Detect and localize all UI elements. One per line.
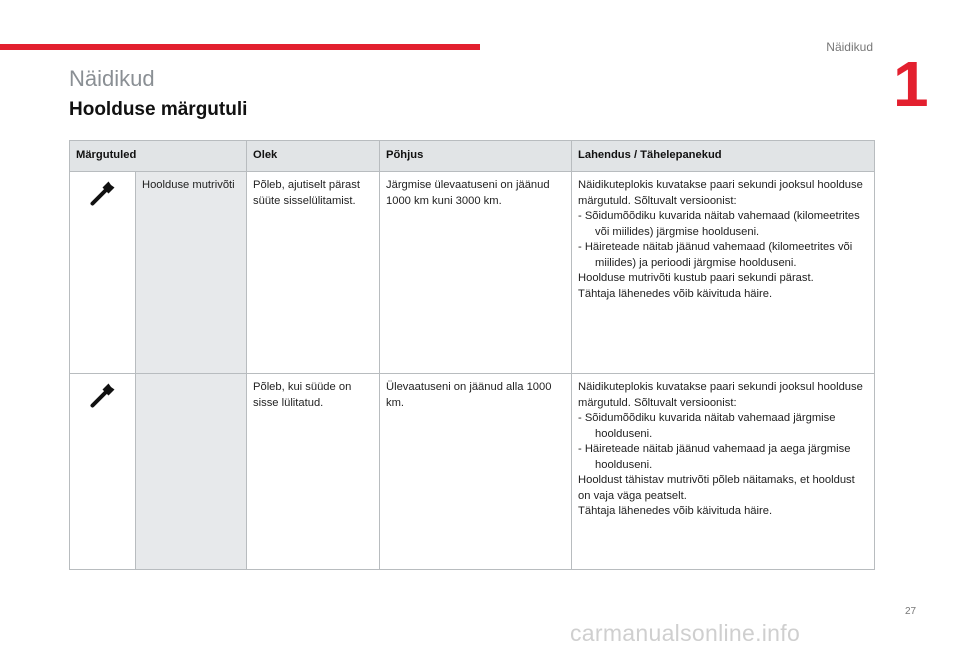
table-row bbox=[70, 172, 875, 374]
solution-bullet: - Häireteade näitab jäänud vahemaad ja aega järgmise hoolduseni. bbox=[578, 443, 851, 471]
solution-paragraph: Hoolduse mutrivõti kustub paari sekundi pärast. bbox=[578, 272, 814, 284]
cause-cell: Ülevaatuseni on jäänud alla 1000 km. bbox=[380, 374, 572, 570]
indicator-name bbox=[136, 374, 247, 570]
table-row bbox=[70, 374, 875, 570]
section-title: Hoolduse märgutuli bbox=[69, 99, 248, 120]
solution-cell bbox=[572, 374, 875, 570]
page-title: Näidikud bbox=[69, 66, 155, 91]
column-header-state: Olek bbox=[247, 141, 380, 172]
table-header-row bbox=[70, 141, 875, 172]
header-accent-bar bbox=[0, 44, 480, 50]
header-section-label: Näidikud bbox=[826, 40, 873, 54]
indicator-icon-cell bbox=[70, 374, 136, 570]
wrench-icon bbox=[88, 401, 118, 413]
column-header-indicators: Märgutuled bbox=[70, 141, 247, 172]
solution-paragraph: Hooldust tähistav mutrivõti põleb näitamaks, et hooldust on vaja väga peatselt. bbox=[578, 474, 855, 502]
cause-cell: Järgmise ülevaatuseni on jäänud 1000 km kuni 3000 km. bbox=[380, 172, 572, 374]
page-number: 27 bbox=[905, 606, 917, 617]
indicator-icon-cell bbox=[70, 172, 136, 374]
solution-cell bbox=[572, 172, 875, 374]
solution-bullet: - Sõidumõõdiku kuvarida näitab vahemaad järgmise hoolduseni. bbox=[578, 412, 836, 440]
indicator-name: Hoolduse mutrivõti bbox=[136, 172, 247, 374]
solution-bullet: - Sõidumõõdiku kuvarida näitab vahemaad (kilomeetrites või miilides) järgmise hoolduseni. bbox=[578, 210, 860, 238]
solution-paragraph: Näidikuteplokis kuvatakse paari sekundi jooksul hoolduse märgutuld. Sõltuvalt versioonist: bbox=[578, 179, 863, 207]
column-header-solution: Lahendus / Tähelepanekud bbox=[572, 141, 875, 172]
state-cell: Põleb, kui süüde on sisse lülitatud. bbox=[247, 374, 380, 570]
chapter-number: 1 bbox=[893, 48, 929, 120]
column-header-cause: Põhjus bbox=[380, 141, 572, 172]
wrench-icon bbox=[88, 199, 118, 211]
solution-bullet: - Häireteade näitab jäänud vahemaad (kilomeetrites või miilides) ja perioodi järgmise hoolduseni. bbox=[578, 241, 853, 269]
indicator-table bbox=[69, 140, 875, 570]
solution-paragraph: Tähtaja lähenedes võib käivituda häire. bbox=[578, 287, 773, 300]
state-cell: Põleb, ajutiselt pärast süüte sisselülitamist. bbox=[247, 172, 380, 374]
solution-paragraph: Tähtaja lähenedes võib käivituda häire. bbox=[578, 505, 773, 517]
solution-paragraph: Näidikuteplokis kuvatakse paari sekundi jooksul hoolduse märgutuld. Sõltuvalt versioonist: bbox=[578, 381, 863, 409]
watermark-text: carmanualsonline.info bbox=[570, 620, 801, 646]
